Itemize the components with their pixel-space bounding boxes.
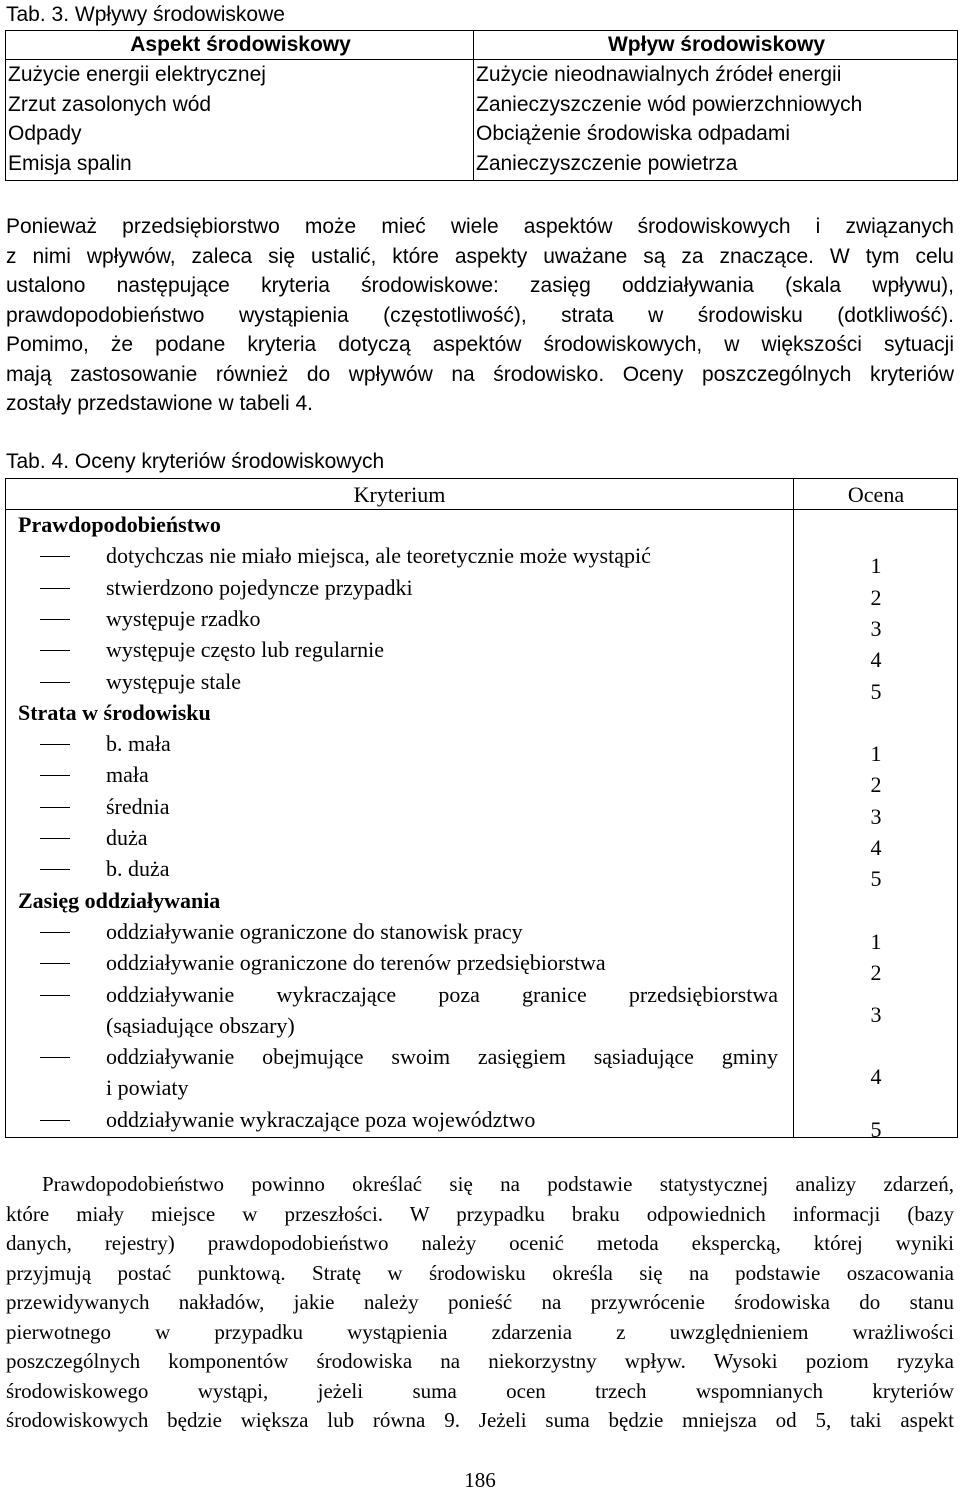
table4-score-value: 3: [870, 803, 882, 829]
table4-score-value: 1: [870, 741, 882, 767]
table4-criterion-text: oddziaływanie obejmujące swoim zasięgiem sąsiadujące gminy: [106, 1044, 778, 1070]
table3-header-row: [6, 31, 958, 60]
dash-bullet-icon: [40, 838, 70, 839]
table4-score-value: 2: [870, 584, 882, 610]
table4-criterion-item: [6, 854, 793, 885]
table4-score-value: 3: [870, 615, 882, 641]
paragraph-line: prawdopodobieństwo wystąpienia (częstotliwość), strata w środowisku (dotkliwość).: [6, 303, 954, 327]
table4-score-value: 1: [870, 928, 882, 954]
table4-criterion-text: występuje często lub regularnie: [106, 637, 384, 663]
table4-criterion-text: b. mała: [106, 731, 171, 757]
table4-score-value: 3: [870, 1001, 882, 1027]
table4-score-value: 4: [870, 647, 882, 673]
paragraph-line: przyjmują postać punktową. Stratę w środowisku określa się na podstawie oszacowania: [6, 1260, 954, 1285]
table4-criterion-item: [6, 917, 793, 948]
table4-criterion-item: [6, 573, 793, 604]
paragraph-line: danych, rejestry) prawdopodobieństwo należy ocenić metoda ekspercką, której wyniki: [6, 1231, 954, 1255]
paragraph-line: zostały przedstawione w tabeli 4.: [6, 392, 313, 415]
table4-criterion-text: dotychczas nie miało miejsca, ale teoretycznie może wystąpić: [106, 543, 651, 569]
impact-item: Zanieczyszczenie powietrza: [476, 151, 738, 175]
dash-bullet-icon: [40, 744, 70, 745]
table3-body-row: [6, 60, 958, 181]
impact-item: Obciążenie środowiska odpadami: [476, 122, 791, 145]
table4-criterion-text: (sąsiadujące obszary): [106, 1012, 295, 1038]
table4-section-title: Zasięg oddziaływania: [18, 887, 221, 913]
table4-criterion-item: [6, 1105, 793, 1136]
table4-criterion-text: oddziaływanie wykraczające poza województwo: [106, 1106, 536, 1132]
paragraph-line: które miały miejsce w przeszłości. W przypadku braku odpowiednich informacji (bazy: [6, 1201, 954, 1226]
dash-bullet-icon: [40, 619, 70, 620]
table3-header-impact: Wpływ środowiskowy: [474, 31, 958, 60]
aspect-item: Zużycie energii elektrycznej: [8, 63, 266, 86]
table4-criterion-item: [6, 823, 793, 854]
table3-impacts-cell: [474, 60, 958, 181]
table4-criterion-text: oddziaływanie wykraczające poza granice przedsiębiorstwa: [106, 981, 778, 1007]
paragraph-line: Ponieważ przedsiębiorstwo może mieć wiele aspektów środowiskowych i związanych: [6, 215, 954, 238]
table4-score-value: 5: [870, 1116, 882, 1142]
dash-bullet-icon: [40, 556, 70, 557]
dash-bullet-icon: [40, 650, 70, 651]
impact-item: Zużycie nieodnawialnych źródeł energii: [476, 63, 842, 86]
table4-criterion-text: średnia: [106, 793, 170, 819]
aspect-item: Odpady: [8, 122, 82, 145]
dash-bullet-icon: [40, 995, 70, 996]
table4-column-divider: [793, 479, 794, 1137]
table3-header-aspect: Aspekt środowiskowy: [6, 31, 474, 60]
paragraph-line: z nimi wpływów, zaleca się ustalić, które aspekty uważane są za znaczące. W tym celu: [6, 244, 954, 268]
paragraph-line: poszczególnych komponentów środowiska na niekorzystny wpływ. Wysoki poziom ryzyka: [6, 1349, 954, 1373]
dash-bullet-icon: [40, 775, 70, 776]
paragraph-line: środowiskowego wystąpi, jeżeli suma ocen trzech wspomnianych kryteriów: [6, 1378, 954, 1403]
aspect-item: Emisja spalin: [8, 151, 132, 175]
table4-criterion-text: i powiaty: [106, 1075, 189, 1101]
table4-criterion-text: mała: [106, 762, 149, 788]
paragraph-line: Pomimo, że podane kryteria dotyczą aspektów środowiskowych, w większości sytuacji: [6, 333, 954, 356]
table4-section-title: Prawdopodobieństwo: [18, 512, 221, 537]
page-number: 186: [464, 1468, 496, 1492]
table4-caption: Tab. 4. Oceny kryteriów środowiskowych: [6, 450, 385, 473]
table4-criterion-item: [6, 980, 793, 1043]
dash-bullet-icon: [40, 682, 70, 683]
table4-header-score: Ocena: [847, 482, 905, 507]
aspect-item: Zrzut zasolonych wód: [8, 92, 212, 116]
table4-criteria-scores: [5, 478, 958, 1142]
table4-criterion-item: [6, 604, 793, 635]
table4-score-value: 2: [870, 772, 882, 798]
table3-aspects-cell: [6, 60, 474, 181]
table4-criterion-text: oddziaływanie ograniczone do terenów przedsiębiorstwa: [106, 950, 606, 976]
table4-criterion-text: b. duża: [106, 856, 170, 882]
table4-criterion-text: występuje rzadko: [106, 605, 261, 631]
table4-criterion-item: [6, 1042, 793, 1105]
table4-criterion-item: [6, 667, 793, 698]
paragraph-line: mają zastosowanie również do wpływów na środowisko. Oceny poszczególnych kryteriów: [6, 362, 954, 386]
table4-score-value: 5: [870, 866, 882, 892]
table4-criterion-item: [6, 948, 793, 979]
dash-bullet-icon: [40, 1057, 70, 1058]
table4-criterion-item: [6, 541, 793, 572]
dash-bullet-icon: [40, 869, 70, 870]
table4-criterion-text: duża: [106, 825, 148, 850]
table3-environmental-impacts: [5, 30, 958, 181]
impact-item: Zanieczyszczenie wód powierzchniowych: [476, 92, 863, 116]
table4-score-value: 5: [870, 678, 882, 704]
table3-caption: Tab. 3. Wpływy środowiskowe: [6, 3, 285, 26]
table4-criterion-text: występuje stale: [106, 668, 242, 694]
table4-score-value: 1: [870, 553, 882, 579]
table4-criterion-text: oddziaływanie ograniczone do stanowisk pracy: [106, 918, 523, 944]
table4-header-criterion: Kryterium: [353, 482, 446, 507]
dash-bullet-icon: [40, 963, 70, 964]
paragraph-line: pierwotnego w przypadku wystąpienia zdarzenia z uwzględnieniem wrażliwości: [6, 1319, 954, 1344]
paragraph-line: Prawdopodobieństwo powinno określać się na podstawie statystycznej analizy zdarzeń,: [42, 1172, 954, 1196]
dash-bullet-icon: [40, 932, 70, 933]
table4-section-title: Strata w środowisku: [18, 699, 211, 725]
table4-criterion-text: stwierdzono pojedyncze przypadki: [106, 574, 413, 600]
paragraph-line: przewidywanych nakładów, jakie należy ponieść na przywrócenie środowiska do stanu: [6, 1290, 954, 1314]
paragraph-line: środowiskowych będzie większa lub równa 9. Jeżeli suma będzie mniejsza od 5, taki aspekt: [6, 1408, 954, 1432]
table4-criterion-item: [6, 792, 793, 823]
dash-bullet-icon: [40, 588, 70, 589]
paragraph-criteria-intro: [6, 212, 954, 419]
paragraph-line: ustalono następujące kryteria środowiskowe: zasięg oddziaływania (skala wpływu),: [6, 274, 954, 297]
table4-score-value: 4: [870, 1064, 882, 1090]
table4-score-value: 2: [870, 960, 882, 986]
table4-criterion-item: [6, 729, 793, 760]
table4-criterion-item: [6, 760, 793, 791]
dash-bullet-icon: [40, 807, 70, 808]
table4-score-value: 4: [870, 835, 882, 860]
dash-bullet-icon: [40, 1120, 70, 1121]
table4-criterion-item: [6, 635, 793, 666]
paragraph-probability-assessment: [6, 1170, 954, 1436]
